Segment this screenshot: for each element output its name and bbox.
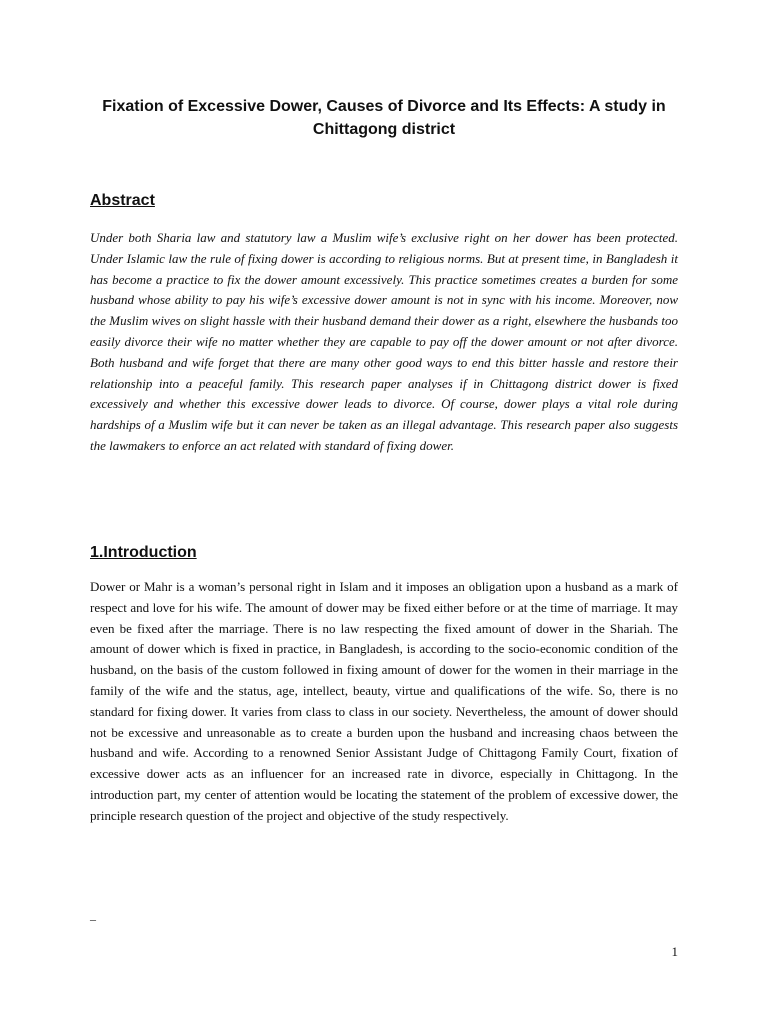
- introduction-heading: 1.Introduction: [90, 544, 197, 561]
- paper-title: Fixation of Excessive Dower, Causes of Divorce and Its Effects: A study in Chittagong district: [102, 98, 666, 138]
- footnote-mark: –: [90, 912, 96, 926]
- introduction-paragraph: Dower or Mahr is a woman’s personal right in Islam and it imposes an obligation upon a husband as a mark of respect and love for his wife. The amount of dower may be fixed either before or at the time of marriage. It may even be fixed after the marriage. There is no law respecting the fixed amount of dower in the Shariah. The amount of dower which is fixed in practice, in Bangladesh, is according to the socio-economic condition of the husband, on the basis of the custom followed in fixing amount of dower for the women in their marriage in the family of the wife and the status, age, intellect, beauty, virtue and qualifications of the wife. So, there is no standard for fixing dower. It varies from class to class in our society. Nevertheless, the amount of dower should not be excessive and unreasonable as to create a burden upon the husband and increasing chaos between the husband and wife. According to a renowned Senior Assistant Judge of Chittagong Family Court, fixation of excessive dower acts as an influencer for an increased rate in divorce, especially in Chittagong. In the introduction part, my center of attention would be locating the statement of the problem of excessive dower, the principle research question of the project and objective of the study respectively.: [90, 579, 678, 823]
- abstract-heading: Abstract: [90, 192, 155, 209]
- abstract-paragraph: Under both Sharia law and statutory law a Muslim wife’s exclusive right on her dower has been protected. Under Islamic law the rule of fixing dower is according to religious norms. But at present time, in Bangladesh it has become a practice to fix the dower amount excessively. This practice sometimes creates a burden for some husband whose ability to pay his wife’s excessive dower amount is not in sync with his income. Moreover, now the Muslim wives on slight hassle with their husband demand their dower as a right, elsewhere the husbands too easily divorce their wife no matter whether they are capable to pay off the dower amount or not after divorce. Both husband and wife forget that there are many other good ways to end this bitter hassle and restore their relationship into a peaceful family. This research paper analyses if in Chittagong district dower is fixed excessively and whether this excessive dower leads to divorce. Of course, dower plays a vital role during hardships of a Muslim wife but it can never be taken as an illegal advantage. This research paper also suggests the lawmakers to enforce an act related with standard of fixing dower.: [90, 230, 678, 453]
- page-number: 1: [671, 944, 678, 959]
